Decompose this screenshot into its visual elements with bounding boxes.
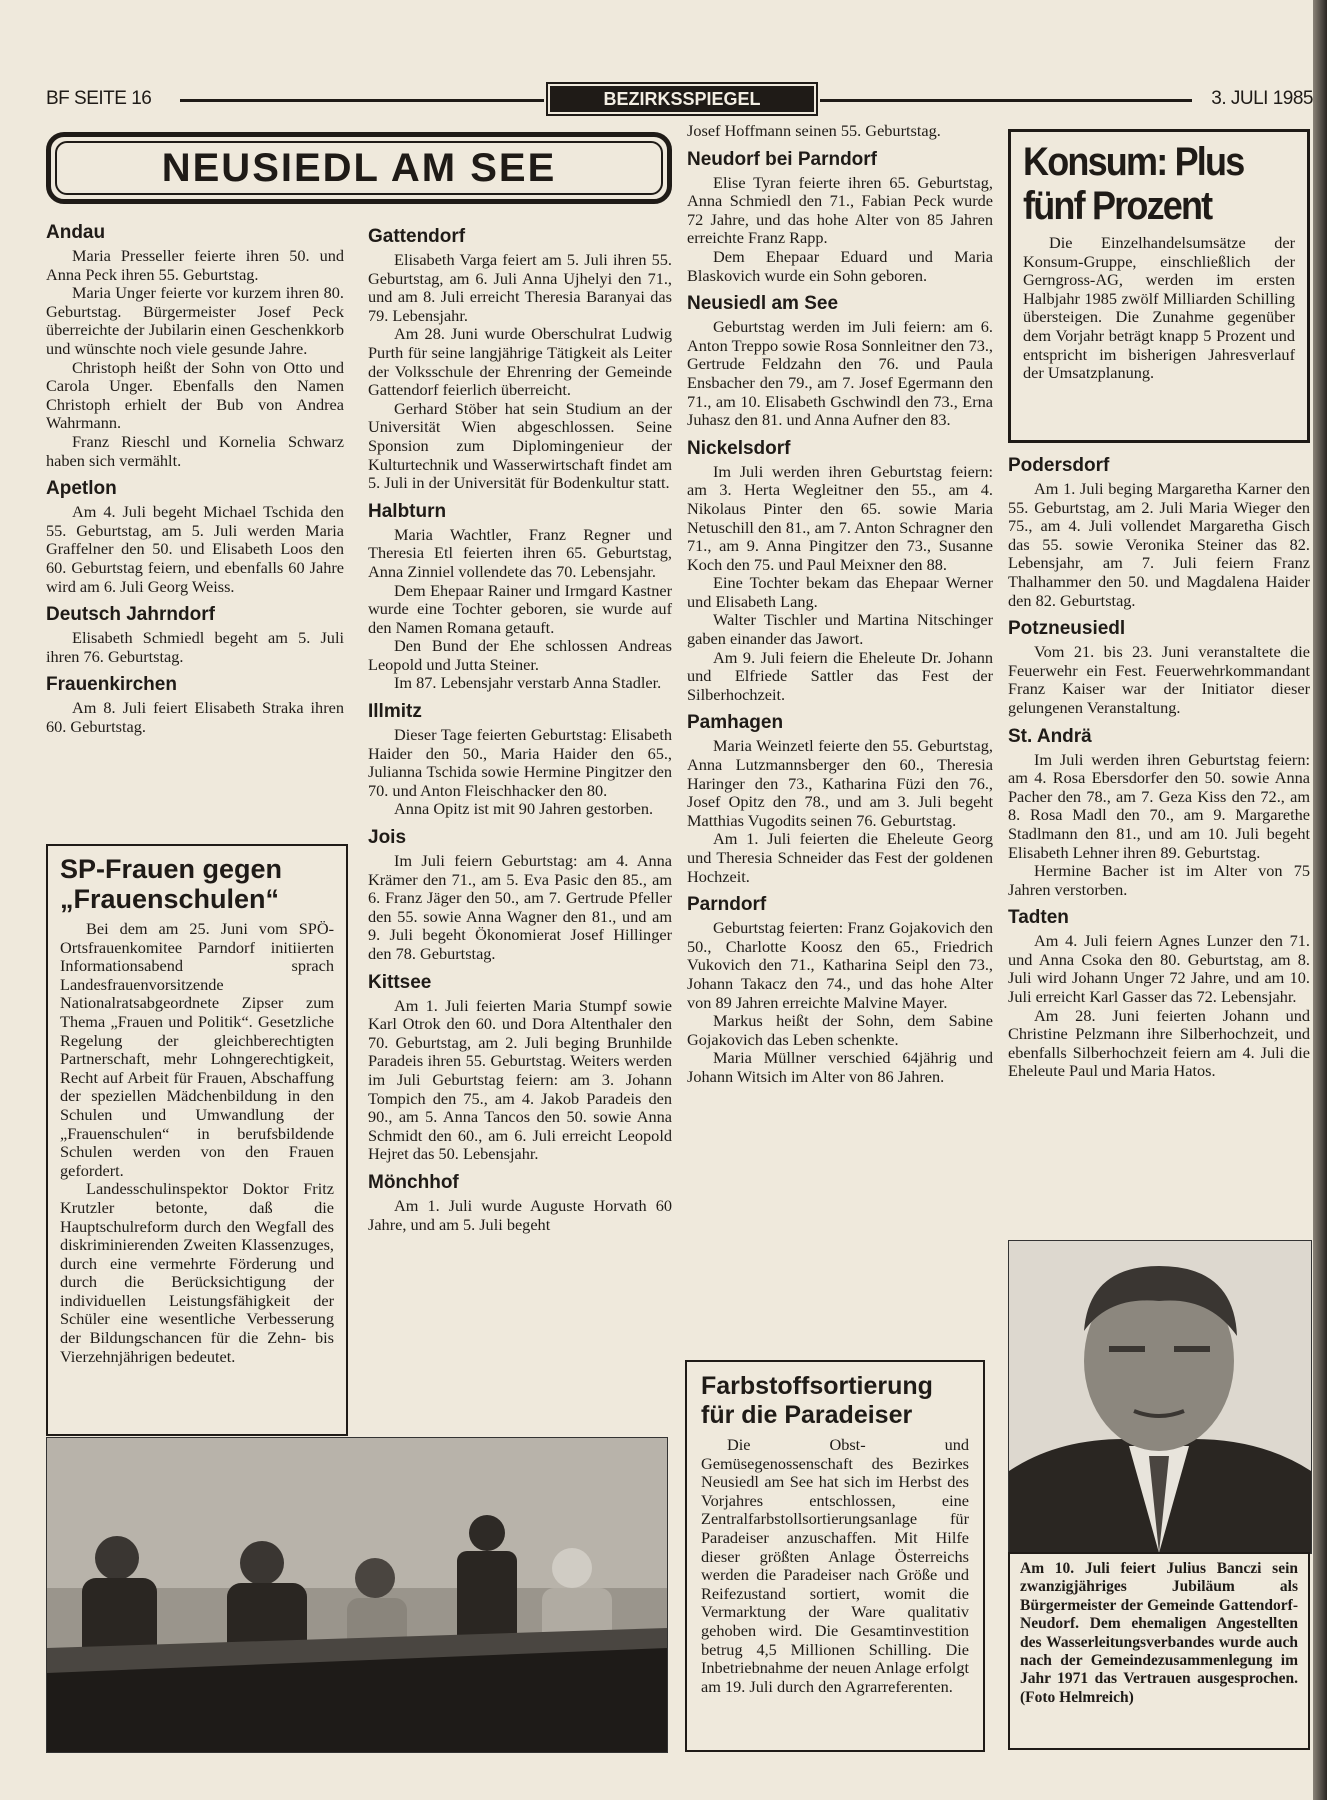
locality-heading: Andau: [46, 222, 106, 243]
article-paragraph: Die Einzelhandelsumsätze der Konsum-Gruppe, einschließlich der Gerngross-AG, werden im ersten Halbjahr 1985 zwölf Milliarden Schilling übersteigen. Die Zunahme gegenüber dem Vorjahr beträgt knapp 5 Prozent und entspricht im bisherigen Jahresverlauf der Umsatzplanung.: [1023, 233, 1295, 383]
news-paragraph: Am 4. Juli feiern Agnes Lunzer den 71. und Anna Csoka den 80. Geburtstag, am 8. Juli wird Johann Unger 72 Jahre, und am 10. Juli erreicht Karl Gasser das 72. Lebensjahr.: [1008, 931, 1310, 1007]
news-paragraph: Elisabeth Schmiedl begeht am 5. Juli ihren 76. Geburtstag.: [46, 628, 344, 666]
locality-heading: Pamhagen: [687, 712, 784, 734]
locality-heading: Neudorf bei Parndorf: [687, 148, 878, 170]
news-paragraph: Am 9. Juli feiern die Eheleute Dr. Johann und Elfriede Sattler das Fest der Silberhochzeit.: [687, 647, 993, 704]
news-paragraph: Elisabeth Varga feiert am 5. Juli ihren 55. Geburtstag, am 6. Juli Anna Ujhelyi den 71., und am 8. Juli erreicht Theresia Baranyai das 79. Lebensjahr.: [368, 250, 672, 325]
page-number: BF SEITE 16: [46, 88, 152, 109]
news-paragraph: Markus heißt der Sohn, dem Sabine Gojakovich das Leben schenkte.: [687, 1011, 993, 1049]
meeting-photo: [46, 1437, 668, 1753]
konsum-article: [1008, 129, 1310, 443]
locality-heading: Illmitz: [368, 701, 422, 723]
locality-heading: Apetlon: [46, 478, 117, 500]
page-title: NEUSIEDL AM SEE: [55, 141, 663, 195]
sp-frauen-article: [46, 844, 348, 1436]
news-paragraph: Gerhard Stöber hat sein Studium an der Universität Wien abgeschlossen. Seine Sponsion zum Diplomingenieur der Kulturtechnik und Wasserwirtschaft findet am 5. Juli in der Universität für Bodenkultur statt.: [368, 398, 672, 493]
news-paragraph: Maria Weinzetl feierte den 55. Geburtstag, Anna Lutzmannsberger den 60., Theresia Haringer den 73., Katharina Füzi den 76., Josef Opitz den 78., und am 3. Juli begeht Matthias Vugodits seinen 76. Geburtstag.: [687, 736, 993, 830]
locality-heading: Parndorf: [687, 894, 767, 916]
locality-heading: Podersdorf: [1008, 455, 1110, 476]
news-paragraph: Am 4. Juli begeht Michael Tschida den 55. Geburtstag, am 5. Juli werden Maria Graffelner den 50. und Elisabeth Loos den 60. Geburtstag feiern, und ebenfalls 60 Jahre wird am 6. Juli Georg Weiss.: [46, 502, 344, 596]
column-1: [46, 222, 344, 736]
news-paragraph: Am 1. Juli wurde Auguste Horvath 60 Jahre, und am 5. Juli begeht: [368, 1195, 672, 1234]
news-paragraph: Im Juli werden ihren Geburtstag feiern: am 3. Herta Wegleitner den 55., am 4. Nikolaus Pinter den 65. sowie Maria Netuschill den 81., am 7. Anton Schragner den 71., am 9. Anna Pingitzer den 73., Susanne Koch den 75. und Paul Meixner den 88.: [687, 461, 993, 574]
news-paragraph: Im Juli feiern Geburtstag: am 4. Anna Krämer den 71., am 5. Eva Pasic den 85., am 6. Franz Jäger den 50., am 7. Gertrude Pfeller den 55. sowie Anna Wagner den 81., und am 9. Juli begeht Ökonomierat Josef Hillinger den 78. Geburtstag.: [368, 851, 672, 963]
locality-heading: Neusiedl am See: [687, 293, 839, 315]
news-paragraph: Den Bund der Ehe schlossen Andreas Leopold und Jutta Steiner.: [368, 636, 672, 674]
news-paragraph: Dem Ehepaar Rainer und Irmgard Kastner wurde eine Tochter geboren, sie wurde auf den Namen Romana getauft.: [368, 580, 672, 637]
news-paragraph: Dem Ehepaar Eduard und Maria Blaskovich wurde ein Sohn geboren.: [687, 246, 993, 285]
locality-heading: Nickelsdorf: [687, 437, 791, 459]
news-paragraph: Am 1. Juli feierten Maria Stumpf sowie Karl Otrok den 60. und Dora Altenthaler den 70. Geburtstag, am 2. Juli beging Brunhilde Paradeis ihren 55. Geburtstag. Weiters werden im Juli Geburtstag feiern: am 3. Johann Tompich den 75., am 4. Jakob Paradeis den 90., am 5. Anna Tancos den 50. sowie Anna Schmidt den 60., am 6. Juli erreicht Leopold Hejret das 50. Lebensjahr.: [368, 995, 672, 1164]
news-paragraph: Am 28. Juni feierten Johann und Christine Pelzmann ihre Silberhochzeit, und ebenfalls Silberhochzeit feiern am 4. Juli die Eheleute Paul und Maria Hatos.: [1008, 1005, 1310, 1081]
news-paragraph: Am 1. Juli beging Margaretha Karner den 55. Geburtstag, am 2. Juli Maria Wieger den 75., am 4. Juli vollendet Margaretha Gisch das 55. sowie Veronika Steiner das 82. Lebensjahr, am 7. Juli feiern Franz Thalhammer den 50. und Magdalena Haider den 82. Geburtstag.: [1008, 479, 1310, 610]
news-paragraph: Walter Tischler und Martina Nitschinger gaben einander das Jawort.: [687, 610, 993, 649]
page-title-box: [46, 132, 672, 204]
header-rule: [820, 99, 1192, 102]
article-headline: SP-Frauen gegen „Frauenschulen“: [60, 854, 283, 914]
news-paragraph: Maria Müllner verschied 64jährig und Johann Witsich im Alter von 86 Jahren.: [687, 1048, 993, 1086]
article-headline: Konsum: Plus fünf Prozent: [1023, 140, 1244, 228]
news-paragraph: Am 28. Juni wurde Oberschulrat Ludwig Purth für seine langjährige Tätigkeit als Leiter der Volksschule der Ehrenring der Gemeinde Gattendorf feierlich überreicht.: [368, 324, 672, 400]
news-paragraph: Josef Hoffmann seinen 55. Geburtstag.: [687, 121, 941, 140]
column-4: [1008, 455, 1310, 1081]
news-paragraph: Am 8. Juli feiert Elisabeth Straka ihren 60. Geburtstag.: [46, 698, 344, 736]
news-paragraph: Im Juli werden ihren Geburtstag feiern: am 4. Rosa Ebersdorfer den 50. sowie Anna Pacher den 78., am 7. Geza Kiss den 72., am 8. Rosa Madl den 70., am 9. Margarethe Stadlmann den 81., und am 10. Juli begeht Elisabeth Lehner ihren 89. Geburtstag.: [1008, 749, 1310, 862]
news-paragraph: Dieser Tage feierten Geburtstag: Elisabeth Haider den 50., Maria Haider den 65., Julianna Tschida sowie Hermine Pingitzer den 70. und Anton Fleischhacker den 80.: [368, 725, 672, 800]
news-paragraph: Elise Tyran feierte ihren 65. Geburtstag, Anna Schmiedl den 71., Fabian Peck wurde 72 Jahre, und das hohe Alter von 85 Jahren erreichte Franz Rapp.: [687, 172, 993, 248]
news-paragraph: Hermine Bacher ist im Alter von 75 Jahren verstorben.: [1008, 861, 1310, 899]
news-paragraph: Geburtstag werden im Juli feiern: am 6. Anton Treppo sowie Rosa Sonnleitner den 73., Gertrude Feldzahn den 76. und Paula Ensbacher den 79., am 7. Josef Egermann den 71., am 10. Elisabeth Gschwindl den 73., Erna Juhasz den 81. und Anna Aufner den 83.: [687, 317, 993, 430]
article-paragraph: Bei dem am 25. Juni vom SPÖ-Ortsfrauenkomitee Parndorf initiierten Informationsabend sprach Landesfrauenvorsitzende Nationalratsabgeordnete Zipser zum Thema „Frauen und Politik“. Gesetzliche Regelung der gleichberechtigten Partnerschaft, mehr Lohngerechtigkeit, Recht auf Arbeit für Frauen, Abschaffung der speziellen Mädchenbildung in den Schulen und Umwandlung der „Frauenschulen“ in berufsbildende Schulen werden von den Frauen gefordert.: [60, 919, 334, 1180]
section-label: BEZIRKSSPIEGEL: [550, 86, 814, 112]
locality-heading: St. Andrä: [1008, 725, 1092, 747]
news-paragraph: Im 87. Lebensjahr verstarb Anna Stadler.: [394, 673, 662, 693]
news-paragraph: Maria Wachtler, Franz Regner und Theresia Etl feierten ihren 65. Geburtstag, Anna Zinniel vollendete das 70. Lebensjahr.: [368, 524, 672, 581]
portrait-photo-image: [1009, 1241, 1311, 1553]
locality-heading: Gattendorf: [368, 226, 466, 247]
locality-heading: Deutsch Jahrndorf: [46, 604, 215, 626]
news-paragraph: Maria Unger feierte vor kurzem ihren 80. Geburtstag. Bürgermeister Josef Peck überreichte der Jubilarin einen Geschenkkorb und wünschte noch viele gesunde Jahre.: [46, 283, 344, 358]
locality-heading: Halbturn: [368, 500, 447, 522]
locality-heading: Jois: [368, 827, 407, 849]
portrait-photo: [1008, 1240, 1312, 1554]
news-paragraph: Vom 21. bis 23. Juni veranstaltete die Feuerwehr ein Fest. Feuerwehrkommandant Franz Kaiser war der Initiator dieser gelungenen Veranstaltung.: [1008, 642, 1310, 717]
news-paragraph: Maria Presseller feierte ihren 50. und Anna Peck ihren 55. Geburtstag.: [46, 246, 344, 284]
column-3: [687, 122, 993, 1087]
news-paragraph: Christoph heißt der Sohn von Otto und Carola Unger. Ebenfalls den Namen Christoph erhielt der Bub von Andrea Wahrmann.: [46, 357, 344, 433]
article-headline: Farbstoffsortierung für die Paradeiser: [701, 1372, 933, 1429]
meeting-photo-image: [47, 1438, 667, 1752]
page-edge-shadow: [1313, 0, 1327, 1800]
section-label-box: [546, 82, 818, 116]
column-2: [368, 226, 672, 1234]
locality-heading: Potzneusiedl: [1008, 618, 1126, 640]
news-paragraph: Franz Rieschl und Kornelia Schwarz haben sich vermählt.: [46, 431, 344, 470]
locality-heading: Tadten: [1008, 907, 1069, 929]
news-paragraph: Am 1. Juli feierten die Eheleute Georg und Theresia Schneider das Fest der goldenen Hochzeit.: [687, 829, 993, 886]
news-paragraph: Geburtstag feierten: Franz Gojakovich den 50., Charlotte Koosz den 65., Friedrich Vukovich den 71., Katharina Seipl den 73., Johann Takacz den 74., und das hohe Alter von 89 Jahren erreichte Malvine Mayer.: [687, 918, 993, 1012]
portrait-caption: Am 10. Juli feiert Julius Banczi sein zwanzigjähriges Jubiläum als Bürgermeister der Gemeinde Gattendorf-Neudorf. Dem ehemaligen Angestellten des Wasserleitungsverbandes wurde auch nach der Gemeindezusammenlegung im Jahr 1971 das Vertrauen ausgesprochen. (Foto Helmreich): [1008, 1552, 1310, 1750]
locality-heading: Mönchhof: [368, 1171, 459, 1193]
article-paragraph: Landesschulinspektor Doktor Fritz Krutzler betonte, daß die Hauptschulreform durch den Wegfall des diskriminierenden Zweiten Klassenzuges, durch eine vermehrte Förderung und durch die Berücksichtigung der individuellen Leistungsfähigkeit der Schüler eine wesentliche Verbesserung der Bildungschancen für die Zehn- bis Vierzehnjährigen bedeutet.: [60, 1179, 334, 1366]
news-paragraph: Eine Tochter bekam das Ehepaar Werner und Elisabeth Lang.: [687, 573, 993, 611]
locality-heading: Kittsee: [368, 971, 432, 993]
news-paragraph: Anna Opitz ist mit 90 Jahren gestorben.: [394, 799, 654, 819]
issue-date: 3. JULI 1985: [1211, 88, 1313, 109]
article-body: [1023, 234, 1295, 383]
article-body: [60, 920, 334, 1366]
farbstoff-article: [685, 1360, 985, 1752]
header-rule: [180, 99, 544, 102]
article-paragraph: Die Obst- und Gemüsegenossenschaft des Bezirkes Neusiedl am See hat sich im Herbst des Vorjahres entschlossen, eine Zentralfarbstollsortierungsanlage für Paradeiser anzuschaffen. Mit Hilfe dieser größten Anlage Österreichs werden die Paradeiser nach Größe und Reifezustand sortiert, womit die Vermarktung der Ware qualitativ gehoben wird. Die Gesamtinvestition betrug 4,5 Millionen Schilling. Die Inbetriebnahme der neuen Anlage erfolgt am 19. Juli durch den Agrarreferenten.: [701, 1435, 969, 1696]
article-body: [701, 1436, 969, 1696]
locality-heading: Frauenkirchen: [46, 674, 177, 696]
